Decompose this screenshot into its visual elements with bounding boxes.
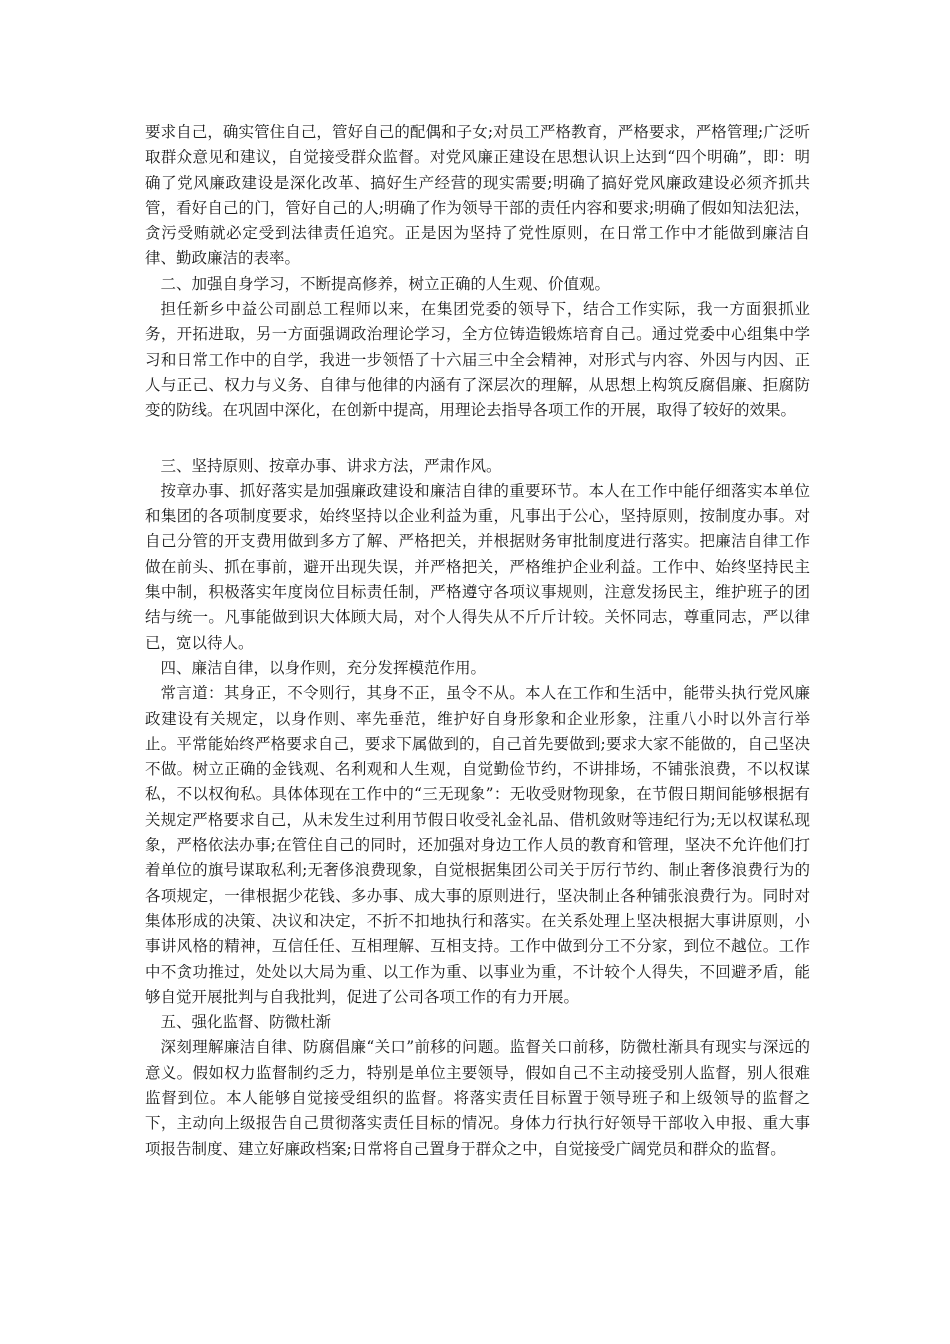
paragraph-5: 深刻理解廉洁自律、防腐倡廉“关口”前移的问题。监督关口前移，防微杜渐具有现实与深远的意义。假如权力监督制约乏力，特别是单位主要领导，假如自己不主动接受别人监督，别人很难监督到位。本人能够自觉接受组织的监督。将落实责任目标置于领导班子和上级领导的监督之下，主动向上级报告自己贯彻落实责任目标的情况。身体力行执行好领导干部收入申报、重大事项报告制度、建立好廉政档案;日常将自己置身于群众之中，自觉接受广阔党员和群众的监督。 xyxy=(145,1038,810,1158)
heading-3: 三、坚持原则、按章办事、讲求方法，严肃作风。 xyxy=(160,456,502,475)
heading-5: 五、强化监督、防微杜渐 xyxy=(160,1013,332,1032)
paragraph-1: 要求自己，确实管住自己，管好自己的配偶和子女;对员工严格教育，严格要求，严格管理;广泛听取群众意见和建议，自觉接受群众监督。对党风廉正建设在思想认识上达到“四个明确”，即：明确了党风廉政建设是深化改革、搞好生产经营的现实需要;明确了搞好党风廉政建设必须齐抓共管，看好自己的门，管好自己的人;明确了作为领导干部的责任内容和要求;明确了假如知法犯法，贪污受贿就必定受到法律责任追究。正是因为坚持了党性原则，在日常工作中才能做到廉洁自律、勤政廉洁的表率。 xyxy=(145,123,810,268)
paragraph-3: 按章办事、抓好落实是加强廉政建设和廉洁自律的重要环节。本人在工作中能仔细落实本单位和集团的各项制度要求，始终坚持以企业利益为重，凡事出于公心，坚持原则，按制度办事。对自己分管的开支费用做到多方了解、严格把关，并根据财务审批制度进行落实。把廉洁自律工作做在前头、抓在事前，避开出现失误，并严格把关，严格维护企业利益。工作中、始终坚持民主集中制，积极落实年度岗位目标责任制，严格遵守各项议事规则，注意发扬民主，维护班子的团结与统一。凡事能做到识大体顾大局，对个人得失从不斤斤计较。关怀同志，尊重同志，严以律已，宽以待人。 xyxy=(145,481,810,652)
heading-2: 二、加强自身学习，不断提高修养，树立正确的人生观、价值观。 xyxy=(160,274,611,293)
paragraph-2: 担任新乡中益公司副总工程师以来，在集团党委的领导下，结合工作实际，我一方面狠抓业务，开拓进取，另一方面强调政治理论学习，全方位铸造锻炼培育自己。通过党委中心组集中学习和日常工作中的自学，我进一步领悟了十六届三中全会精神，对形式与内容、外因与内因、正人与正己、权力与义务、自律与他律的内涵有了深层次的理解，从思想上构筑反腐倡廉、拒腐防变的防线。在巩固中深化，在创新中提高，用理论去指导各项工作的开展，取得了较好的效果。 xyxy=(145,300,810,420)
document-body xyxy=(145,120,810,1162)
spacer xyxy=(145,424,810,454)
paragraph-4: 常言道：其身正，不令则行，其身不正，虽令不从。本人在工作和生活中，能带头执行党风廉政建设有关规定，以身作则、率先垂范，维护好自身形象和企业形象，注重八小时以外言行举止。平常能始终严格要求自己，要求下属做到的，自己首先要做到;要求大家不能做的，自己坚决不做。树立正确的金钱观、名利观和人生观，自觉勤俭节约，不讲排场，不铺张浪费，不以权谋私，不以权徇私。具体体现在工作中的“三无现象”：无收受财物现象，在节假日期间能够根据有关规定严格要求自己，从未发生过利用节假日收受礼金礼品、借机敛财等违纪行为;无以权谋私现象，严格依法办事;在管住自己的同时，还加强对身边工作人员的教育和管理，坚决不允许他们打着单位的旗号谋取私利;无奢侈浪费现象，自觉根据集团公司关于厉行节约、制止奢侈浪费行为的各项规定，一律根据少花钱、多办事、成大事的原则进行，坚决制止各种铺张浪费行为。同时对集体形成的决策、决议和决定，不折不扣地执行和落实。在关系处理上坚决根据大事讲原则，小事讲风格的精神，互信任任、互相理解、互相支持。工作中做到分工不分家，到位不越位。工作中不贪功推过，处处以大局为重、以工作为重、以事业为重，不计较个人得失，不回避矛盾，能够自觉开展批判与自我批判，促进了公司各项工作的有力开展。 xyxy=(145,684,810,1006)
heading-4: 四、廉洁自律，以身作则，充分发挥模范作用。 xyxy=(160,658,487,677)
